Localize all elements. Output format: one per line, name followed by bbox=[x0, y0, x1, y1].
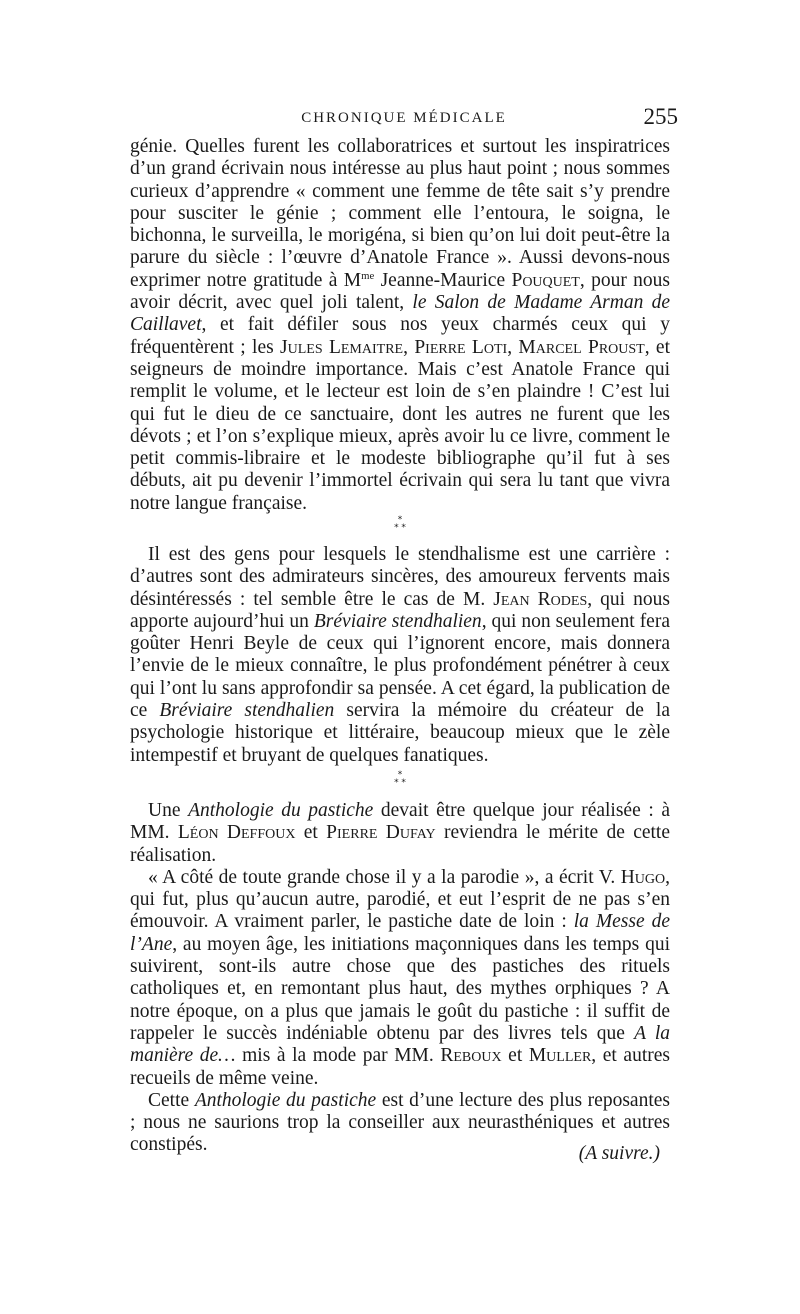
book-title: la Messe de l’Ane bbox=[130, 911, 670, 955]
asterism-separator: * * * bbox=[394, 770, 406, 788]
author-name: Hugo bbox=[620, 866, 666, 888]
section-salon-caillavet bbox=[130, 136, 670, 515]
book-title: Bréviaire stendhalien bbox=[313, 610, 482, 632]
book-title: A la manière de… bbox=[130, 1022, 671, 1067]
section-anthologie-pastiche bbox=[130, 800, 670, 1157]
person-name: Pierre Loti bbox=[414, 336, 508, 358]
person-name: Jules Lemaitre bbox=[280, 336, 404, 358]
running-title: CHRONIQUE MÉDICALE bbox=[301, 110, 507, 126]
person-name: Reboux bbox=[440, 1045, 502, 1067]
paragraph: Cette Anthologie du pastiche est d’une lecture des plus reposantes ; nous ne saurions trop la conseiller aux neurasthéniques et autres constipés. bbox=[130, 1089, 670, 1156]
person-name: Marcel Proust bbox=[518, 336, 645, 358]
running-header bbox=[130, 104, 678, 134]
author-name: Pouquet bbox=[511, 269, 580, 291]
book-title: Anthologie du pastiche bbox=[194, 1089, 377, 1111]
page-number: 255 bbox=[643, 104, 678, 129]
author-name: Léon Deffoux bbox=[177, 822, 296, 844]
author-name: Jean Rodes bbox=[493, 588, 588, 610]
to-be-continued: (A suivre.) bbox=[578, 1143, 660, 1164]
asterism-separator: * * * bbox=[394, 515, 406, 533]
person-name: Muller bbox=[528, 1045, 592, 1067]
author-name: Pierre Dufay bbox=[326, 822, 436, 844]
paragraph: Une Anthologie du pastiche devait être quelque jour réalisée : à MM. Léon Deffoux et Pierre Dufay reviendra le mérite de cette réalisation. bbox=[130, 800, 670, 866]
book-title: Anthologie du pastiche bbox=[188, 800, 374, 821]
paragraph: Il est des gens pour lesquels le stendhalisme est une carrière : d’autres sont des admirateurs sincères, des amoureux fervents mais désintéressés : tel semble être le cas de M. Jean Rodes, qui nous apporte aujourd’hui un Bréviaire stendhalien, qui non seulement fera goûter Henri Beyle de ceux qui l’ignorent encore, mais donnera l’envie de le mieux connaître, le plus profondément pénétrer à ceux qui l’ont lu sans approfondir sa pensée. A cet égard, la publication de ce Bréviaire stendhalien servira la mémoire du créateur de la psychologie historique et littéraire, beaucoup mieux que le zèle intempestif et bruyant de quelques fanatiques. bbox=[130, 544, 671, 766]
book-title: Bréviaire stendhalien bbox=[159, 700, 335, 722]
paragraph: « A côté de toute grande chose il y a la parodie », a écrit V. Hugo, qui fut, plus qu’aucun autre, parodié, et eut l’esprit de ne pas s’en émouvoir. A vraiment parler, le pastiche date de loin : la Messe de l’Ane, au moyen âge, les initiations maçonniques dans les temps qui suivirent, sont-ils autre chose que des pastiches des rituels catholiques et, en remontant plus haut, des mythes orphiques ? A notre époque, on a plus que jamais le goût du pastiche : il suffit de rappeler le succès indéniable obtenu par des livres tels que A la manière de… mis à la mode par MM. Reboux et Muller, et autres recueils de même veine. bbox=[130, 866, 671, 1089]
section-breviaire-stendhalien bbox=[130, 544, 670, 767]
paragraph: génie. Quelles furent les collaboratrices et surtout les inspiratrices d’un grand écrivain nous intéresse au plus haut point ; nous sommes curieux d’apprendre « comment une femme de tête sait s’y prendre pour susciter le génie ; comment elle l’entoura, le soigna, le bichonna, le surveilla, le morigéna, si bien qu’on lui doit peut-être la parure du siècle : l’œuvre d’Anatole France ». Aussi devons-nous exprimer notre gratitude à $M^{me}$ Jeanne-Maurice Pouquet, pour nous avoir décrit, avec quel joli talent, le Salon de Madame Arman de Caillavet, et fait défiler sous nos yeux charmés ceux qui y fréquentèrent ; les Jules Lemaitre, Pierre Loti, Marcel Proust, et seigneurs de moindre importance. Mais c’est Anatole France qui remplit le volume, et le lecteur est loin de s’en plaindre ! C’est lui qui fut le dieu de ce sanctuaire, dont les autres ne furent que les dévots ; et l’on s’explique mieux, après avoir lu ce livre, comment le petit commis-libraire et le modeste bibliographe qu’il fut à ses débuts, ait pu devenir l’immortel écrivain qui sera lu tant que vivra notre langue française. bbox=[130, 136, 671, 514]
book-title: le Salon de Madame Arman de Caillavet bbox=[130, 292, 670, 336]
